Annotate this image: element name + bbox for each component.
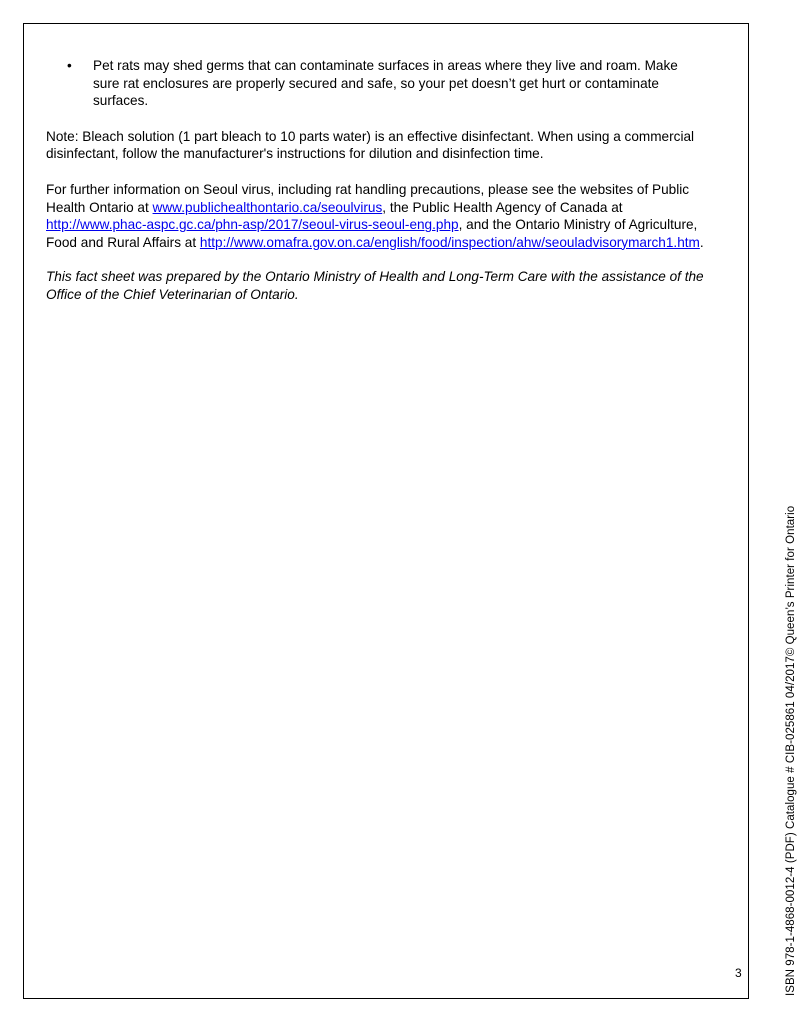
bullet-icon: • xyxy=(67,58,72,73)
further-info-text-4: . xyxy=(699,234,704,250)
further-info-text-2: , the Public Health Agency of Canada at xyxy=(382,199,623,215)
phac-link[interactable]: http://www.phac-aspc.gc.ca/phn-asp/2017/seoul-virus-seoul-eng.php xyxy=(46,217,459,233)
further-info-paragraph xyxy=(46,181,706,251)
public-health-ontario-link[interactable]: www.publichealthontario.ca/seoulvirus xyxy=(152,199,383,215)
page-number: 3 xyxy=(735,966,742,980)
isbn-side-text: ISBN 978-1-4868-0012-4 (PDF) Catalogue # CIB-025861 04/2017© Queen’s Printer for Ontario xyxy=(785,505,797,996)
note-paragraph: Note: Bleach solution (1 part bleach to 10 parts water) is an effective disinfectant. When using a commercial disinfectant, follow the manufacturer's instructions for dilution and disinfection time. xyxy=(46,128,695,162)
credit-paragraph: This fact sheet was prepared by the Ontario Ministry of Health and Long-Term Care with the assistance of the Office of the Chief Veterinarian of Ontario. xyxy=(46,269,704,302)
bullet-item-pet-rats xyxy=(46,57,706,110)
omafra-link[interactable]: http://www.omafra.gov.on.ca/english/food/inspection/ahw/seouladvisorymarch1.htm xyxy=(199,234,700,250)
bullet-text: Pet rats may shed germs that can contaminate surfaces in areas where they live and roam. Make sure rat enclosures are properly secured and safe, so your pet doesn’t get hurt or contaminate surfaces. xyxy=(93,58,678,109)
further-info-text-1: For further information on Seoul virus, including rat handling precautions, please see the websites of Public Health Ontario at xyxy=(46,181,690,215)
further-info-text-3: , and the Ontario Ministry of Agriculture, Food and Rural Affairs at xyxy=(46,217,698,250)
page-content xyxy=(46,57,706,304)
bullet-list xyxy=(46,57,706,110)
